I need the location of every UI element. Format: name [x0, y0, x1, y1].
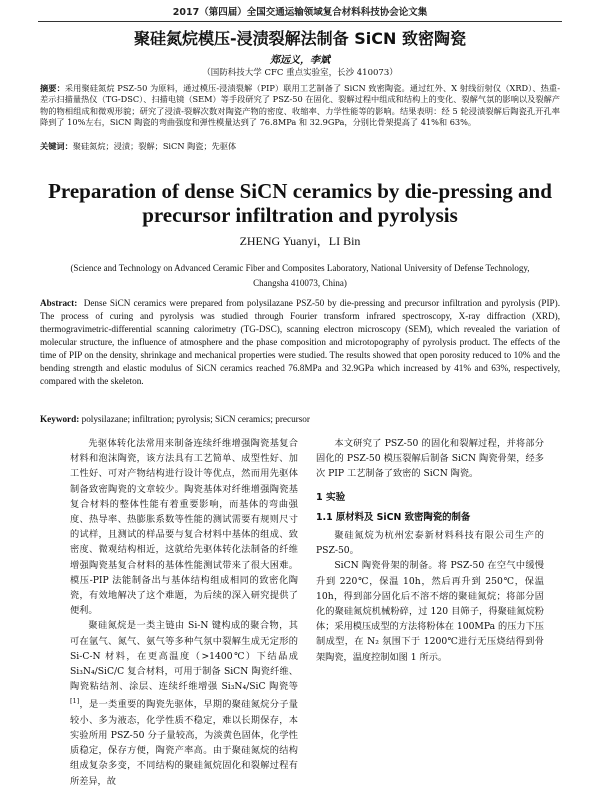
subsection-heading-materials: 1.1 原材料及 SiCN 致密陶瓷的制备	[316, 511, 471, 523]
english-keywords-label: Keyword:	[40, 414, 80, 424]
chinese-abstract-text: 采用聚硅氮烷 PSZ-50 为原料，通过模压-浸渍裂解（PIP）联用工艺制备了 SiCN 致密陶瓷。通过红外、X 射线衍射仪（XRD）、热重-差示扫描量热仪（TG-DSC）、扫描电镜（SEM）等手段研究了 PSZ-50 在固化、裂解过程中组成和结构上的变化、裂解气氛的影响以及裂解产物的物相组成和微观形貌；研究了浸渍-裂解次数对陶瓷产物的密度、收缩率、力学性能等的影响。结果表明：经 5 轮浸渍裂解后陶瓷孔开孔率降到了 10%左右，SiCN 陶瓷的弯曲强度和弹性模量达到了 76.8MPa 和 32.9GPa，分别比骨架提高了 41%和 63%。	[40, 83, 560, 127]
intro-paragraph-1: 先驱体转化法常用来制备连续纤维增强陶瓷基复合材料和泡沫陶瓷，该方法具有工艺简单、成型性好、加工性好、可对产物结构进行设计等优点，然而用先驱体制备致密陶瓷的文章较少。陶瓷基体对纤维增强陶瓷基复合材料的整体性能有着重要影响，而基体的弯曲强度、热导率、热膨胀系数等性能的测试需要有规则尺寸的试样，且测试的样品要与复合材料中基体的组成、致密度、微观结构相近，这就给先驱体转化法制备的纤维增强陶瓷基复合材料的基体性能测试带来了很大困难。模压-PIP 法能制备出与基体结构组成相同的致密化陶瓷，有效地解决了这个难题，为后续的深入研究提供了便利。	[70, 438, 298, 617]
body-left-column	[70, 436, 298, 787]
chinese-title: 聚硅氮烷模压-浸渍裂解法制备 SiCN 致密陶瓷	[134, 29, 466, 48]
chinese-abstract-label: 摘要：	[40, 83, 65, 93]
preparation-paragraph: SiCN 陶瓷骨架的制备。将 PSZ-50 在空气中缓慢升到 220℃，保温 10h，然后再升到 250℃，保温 10h，得到部分固化后不溶不熔的聚硅氮烷；将部分固化的聚硅氮烷机械粉碎，过 120 目筛子，得聚硅氮烷粉体；采用模压成型的方法将粉体在 100MPa 的压力下压制成型，在 N₂ 氛围下于 1200℃进行无压烧结得到骨架陶瓷，温度控制如图 1 所示。	[316, 560, 544, 663]
intro-paragraph-2-tail: ，是一类重要的陶瓷先驱体，早期的聚硅氮烷分子量较小、多为液态，化学性质不稳定，难以长期保存，本实验所用 PSZ-50 分子量较高，为淡黄色固体，化学性质稳定，保存方便，陶瓷产率高。由于聚硅氮烷的结构组成复杂多变，不同结构的聚硅氮烷固化和裂解过程有所差异，故	[70, 699, 298, 787]
english-keywords-text: polysilazane; infiltration; pyrolysis; SiCN ceramics; precursor	[81, 414, 310, 424]
intro-paragraph-2-text: 聚硅氮烷是一类主链由 Si-N 键构成的聚合物，其可在氩气、氮气、氨气等多种气氛中裂解生成无定形的 Si-C-N 材料，在更高温度（>1400℃）下结晶成 Si₃N₄/SiC/C 复合材料，可用于制备 SiCN 陶瓷纤维、陶瓷粘结剂、涂层、连续纤维增强 Si₃N₄/SiC 陶瓷等	[70, 620, 298, 693]
english-abstract	[40, 297, 560, 388]
chinese-affiliation: （国防科技大学 CFC 重点实验室，长沙 410073）	[202, 68, 398, 78]
body-right-column	[316, 436, 544, 746]
running-header: 2017（第四届）全国交通运输领域复合材料科技协会论文集	[38, 4, 562, 22]
chinese-abstract	[40, 83, 560, 128]
intro-paragraph-2	[70, 618, 298, 788]
chinese-keywords-label: 关键词：	[40, 141, 73, 151]
english-keywords	[40, 413, 560, 426]
english-title: Preparation of dense SiCN ceramics by die-pressing and precursor infiltration and pyrolysis	[48, 179, 552, 227]
intro-paragraph-3: 本文研究了 PSZ-50 的固化和裂解过程，并将部分固化的 PSZ-50 模压裂解后制备 SiCN 陶瓷骨架，经多次 PIP 工艺制备了致密的 SiCN 陶瓷。	[316, 438, 544, 480]
materials-paragraph: 聚硅氮烷为杭州宏泰新材料科技有限公司生产的 PSZ-50。	[316, 530, 544, 557]
english-affiliation: (Science and Technology on Advanced Ceramic Fiber and Composites Laboratory, National University of Defense Technology, Changsha 410073, China)	[70, 263, 530, 288]
section-heading-experiment: 1 实验	[316, 491, 346, 503]
chinese-keywords	[40, 141, 560, 152]
chinese-authors: 郑远义，李斌	[270, 55, 330, 66]
reference-marker: [1]	[70, 697, 80, 706]
english-abstract-label: Abstract:	[40, 298, 78, 308]
english-abstract-text: Dense SiCN ceramics were prepared from polysilazane PSZ-50 by die-pressing and precursor infiltration and pyrolysis (PIP). The process of curing and pyrolysis was studied through Fourier transform infrared spectroscopy, X-ray diffraction (XRD), thermogravimetric-differential scanning calorimetry (TG-DSC), scanning electron microscopy (SEM), which revealed the variation of molecular structure, the influence of atmosphere and the phase composition and microtopography of pyrolysis product. The effects of the time of PIP on the density, shrinkage and mechanical properties were studied. The results showed that open porosity reduced to 10% and the bending strength and elastic modulus of SiCN ceramics reached 76.8MPa and 32.9GPa which increased by 41% and 63%, respectively, compared with the skeleton.	[40, 298, 561, 386]
chinese-keywords-text: 聚硅氮烷；浸渍；裂解；SiCN 陶瓷；先驱体	[72, 141, 237, 151]
english-authors: ZHENG Yuanyi，LI Bin	[239, 234, 361, 248]
